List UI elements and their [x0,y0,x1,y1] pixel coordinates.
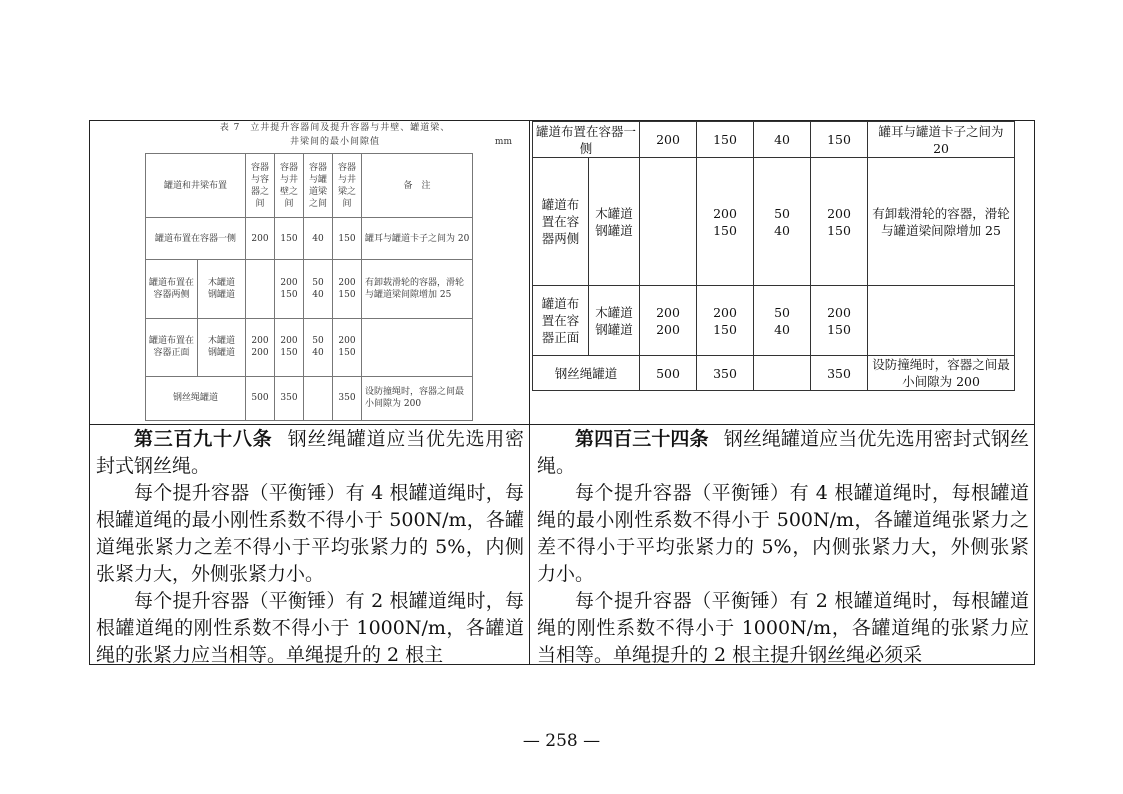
new-row1-v2: 150 [697,122,754,158]
old-row2-v2: 200 150 [275,260,304,318]
left-article-text [96,426,524,664]
new-row4-v2: 350 [697,356,754,391]
old-row4-v4: 350 [333,376,362,420]
old-row-one-side [146,218,473,260]
new-row1-remark: 罐耳与罐道卡子之间为 20 [868,122,1015,158]
old-row-two-sides [146,260,473,318]
old-row1-v3: 40 [304,218,333,260]
right-paragraph-1 [537,426,1029,480]
old-header-remark: 备 注 [362,154,473,218]
new-row3-remark [868,286,1015,356]
old-row2-remark: 有卸载滑轮的容器，滑轮与罐道梁间隙增加 25 [362,260,473,318]
old-row4-v3 [304,376,333,420]
old-table-title-line2: 井梁间的最小间隙值 [289,137,380,147]
old-row1-label: 罐道布置在容器一侧 [146,218,246,260]
old-row3-v4: 200 150 [333,318,362,376]
old-row3-label: 罐道布置在容器正面 [146,318,198,376]
left-p1-text: 钢丝绳罐道应当优先选用密封式钢丝绳。 [96,428,524,477]
new-row-wire-rope [533,356,1015,391]
old-row3-v2: 200 150 [275,318,304,376]
old-row2-v1 [246,260,275,318]
new-row1-v1: 200 [640,122,697,158]
new-row4-v3 [754,356,811,391]
new-row1-v3: 40 [754,122,811,158]
old-row2-v4: 200 150 [333,260,362,318]
new-row3-v4: 200 150 [811,286,868,356]
new-row3-sub: 木罐道 钢罐道 [589,286,640,356]
new-row2-v2: 200 150 [697,158,754,286]
old-row4-v2: 350 [275,376,304,420]
new-row1-label: 罐道布置在容器一侧 [533,122,640,158]
right-paragraph-3: 每个提升容器（平衡锤）有 2 根罐道绳时，每根罐道绳的刚性系数不得小于 1000N/m，各罐道绳的张紧力应当相等。单绳提升的 2 根主提升钢丝绳必须采 [537,590,1029,664]
old-row4-label: 钢丝绳罐道 [146,376,246,420]
new-row3-v1: 200 200 [640,286,697,356]
old-header-c2: 容器与井壁之间 [275,154,304,218]
comparison-table [89,120,1035,665]
new-row-front [533,286,1015,356]
new-row4-v4: 350 [811,356,868,391]
new-row2-label: 罐道布置在容器两侧 [533,158,589,286]
column-divider [529,121,530,664]
new-row3-v2: 200 150 [697,286,754,356]
right-paragraph-2: 每个提升容器（平衡锤）有 4 根罐道绳时，每根罐道绳的最小刚性系数不得小于 500N/m，各罐道绳张紧力之差不得小于平均张紧力的 5%，内侧张紧力大，外侧张紧力小。 [537,482,1029,585]
old-row4-remark: 设防撞绳时，容器之间最小间隙为 200 [362,376,473,420]
old-row-front [146,318,473,376]
old-row1-v2: 150 [275,218,304,260]
old-row2-v3: 50 40 [304,260,333,318]
old-row3-v3: 50 40 [304,318,333,376]
new-row-two-sides [533,158,1015,286]
new-clearance-table [532,121,1015,391]
new-row4-remark: 设防撞绳时，容器之间最小间隙为 200 [868,356,1015,391]
new-row1-v4: 150 [811,122,868,158]
old-table-unit: mm [494,137,512,147]
old-clearance-table [145,153,473,421]
old-table-caption [150,121,520,149]
old-header-c3: 容器与罐道梁之间 [304,154,333,218]
old-row1-v1: 200 [246,218,275,260]
right-p1-text: 钢丝绳罐道应当优先选用密封式钢丝绳。 [537,428,1029,477]
new-row2-sub: 木罐道 钢罐道 [589,158,640,286]
new-row4-label: 钢丝绳罐道 [533,356,640,391]
new-row3-label: 罐道布置在容器正面 [533,286,589,356]
new-row-one-side [533,122,1015,158]
left-paragraph-1 [96,426,524,480]
left-paragraph-2: 每个提升容器（平衡锤）有 4 根罐道绳时，每根罐道绳的最小刚性系数不得小于 500N/m，各罐道绳张紧力之差不得小于平均张紧力的 5%，内侧张紧力大，外侧张紧力小。 [96,482,524,585]
new-row2-remark: 有卸载滑轮的容器，滑轮与罐道梁间隙增加 25 [868,158,1015,286]
old-header-c4: 容器与井梁之间 [333,154,362,218]
new-row2-v3: 50 40 [754,158,811,286]
old-header-layout: 罐道和井梁布置 [146,154,246,218]
old-row2-label: 罐道布置在容器两侧 [146,260,198,318]
new-row4-v1: 500 [640,356,697,391]
old-row3-remark [362,318,473,376]
new-row2-v1 [640,158,697,286]
old-row3-v1: 200 200 [246,318,275,376]
old-row3-sub: 木罐道 钢罐道 [198,318,246,376]
page-number: — 258 — [522,731,601,751]
right-article-number: 第四百三十四条 [575,428,709,450]
old-row-wire-rope [146,376,473,420]
row-divider [90,424,1034,425]
old-row2-sub: 木罐道 钢罐道 [198,260,246,318]
old-header-c1: 容器与容器之间 [246,154,275,218]
old-row1-v4: 150 [333,218,362,260]
old-table-title-line1: 表 7 立井提升容器间及提升容器与井壁、罐道梁、 [219,123,451,133]
new-row2-v4: 200 150 [811,158,868,286]
new-row3-v3: 50 40 [754,286,811,356]
left-paragraph-3: 每个提升容器（平衡锤）有 2 根罐道绳时，每根罐道绳的刚性系数不得小于 1000N/m，各罐道绳的张紧力应当相等。单绳提升的 2 根主 [96,590,524,664]
old-header-row [146,154,473,218]
old-row4-v1: 500 [246,376,275,420]
left-article-number: 第三百九十八条 [134,428,273,450]
right-article-text [537,426,1029,664]
old-row1-remark: 罐耳与罐道卡子之间为 20 [362,218,473,260]
